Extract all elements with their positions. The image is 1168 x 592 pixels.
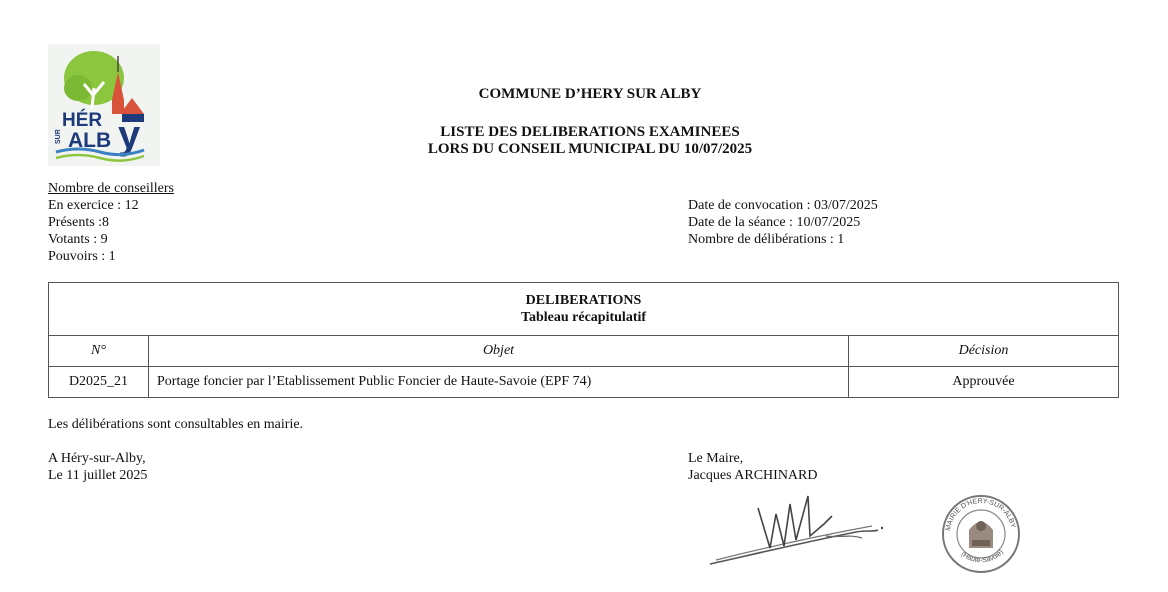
- title-line-2: LORS DU CONSEIL MUNICIPAL DU 10/07/2025: [427, 141, 753, 157]
- dates-block: [688, 197, 878, 248]
- place-date-block: [48, 450, 147, 484]
- en-exercice: En exercice : 12: [48, 198, 139, 213]
- presents: Présents :8: [48, 215, 110, 230]
- mairie-seal: [936, 492, 1026, 576]
- date-convocation: Date de convocation : 03/07/2025: [688, 198, 878, 213]
- commune-logo: [48, 44, 160, 166]
- title-line-1: LISTE DES DELIBERATIONS EXAMINEES: [440, 124, 740, 140]
- svg-text:MAIRIE D'HERY-SUR-ALBY: MAIRIE D'HERY-SUR-ALBY: [945, 497, 1017, 532]
- maire-title: Le Maire,: [688, 451, 744, 466]
- svg-text:ALB: ALB: [68, 129, 112, 152]
- svg-text:SUR: SUR: [55, 129, 62, 144]
- row-decision: Approuvée: [849, 367, 1119, 398]
- conseillers-block: [48, 180, 174, 265]
- maire-name: Jacques ARCHINARD: [688, 468, 818, 483]
- row-objet: Portage foncier par l’Etablissement Public Foncier de Haute-Savoie (EPF 74): [149, 367, 849, 398]
- table-subtitle: Tableau récapitulatif: [520, 310, 647, 325]
- maire-block: [688, 450, 818, 484]
- commune-title: COMMUNE D’HERY SUR ALBY: [478, 86, 702, 102]
- svg-text:(Haute-Savoie): (Haute-Savoie): [959, 548, 1005, 565]
- table-title-cell: [49, 283, 1119, 336]
- pouvoirs: Pouvoirs : 1: [48, 249, 116, 264]
- table-title: DELIBERATIONS: [525, 293, 642, 308]
- row-num: D2025_21: [49, 367, 149, 398]
- column-header-decision: Décision: [849, 336, 1119, 367]
- place: A Héry-sur-Alby,: [48, 451, 146, 466]
- document-title: [390, 124, 790, 158]
- deliberations-table: [48, 282, 1119, 398]
- consultation-note: Les délibérations sont consultables en mairie.: [48, 417, 304, 432]
- handwritten-signature: [706, 486, 886, 572]
- date-seance: Date de la séance : 10/07/2025: [688, 215, 861, 230]
- conseillers-heading: Nombre de conseillers: [48, 181, 174, 196]
- svg-text:y: y: [118, 113, 141, 157]
- svg-text:HÉR: HÉR: [62, 110, 103, 131]
- column-header-objet: Objet: [149, 336, 849, 367]
- column-header-num: N°: [49, 336, 149, 367]
- nombre-deliberations: Nombre de délibérations : 1: [688, 232, 845, 247]
- votants: Votants : 9: [48, 232, 108, 247]
- signature-date: Le 11 juillet 2025: [48, 468, 148, 483]
- table-row: [49, 367, 1119, 398]
